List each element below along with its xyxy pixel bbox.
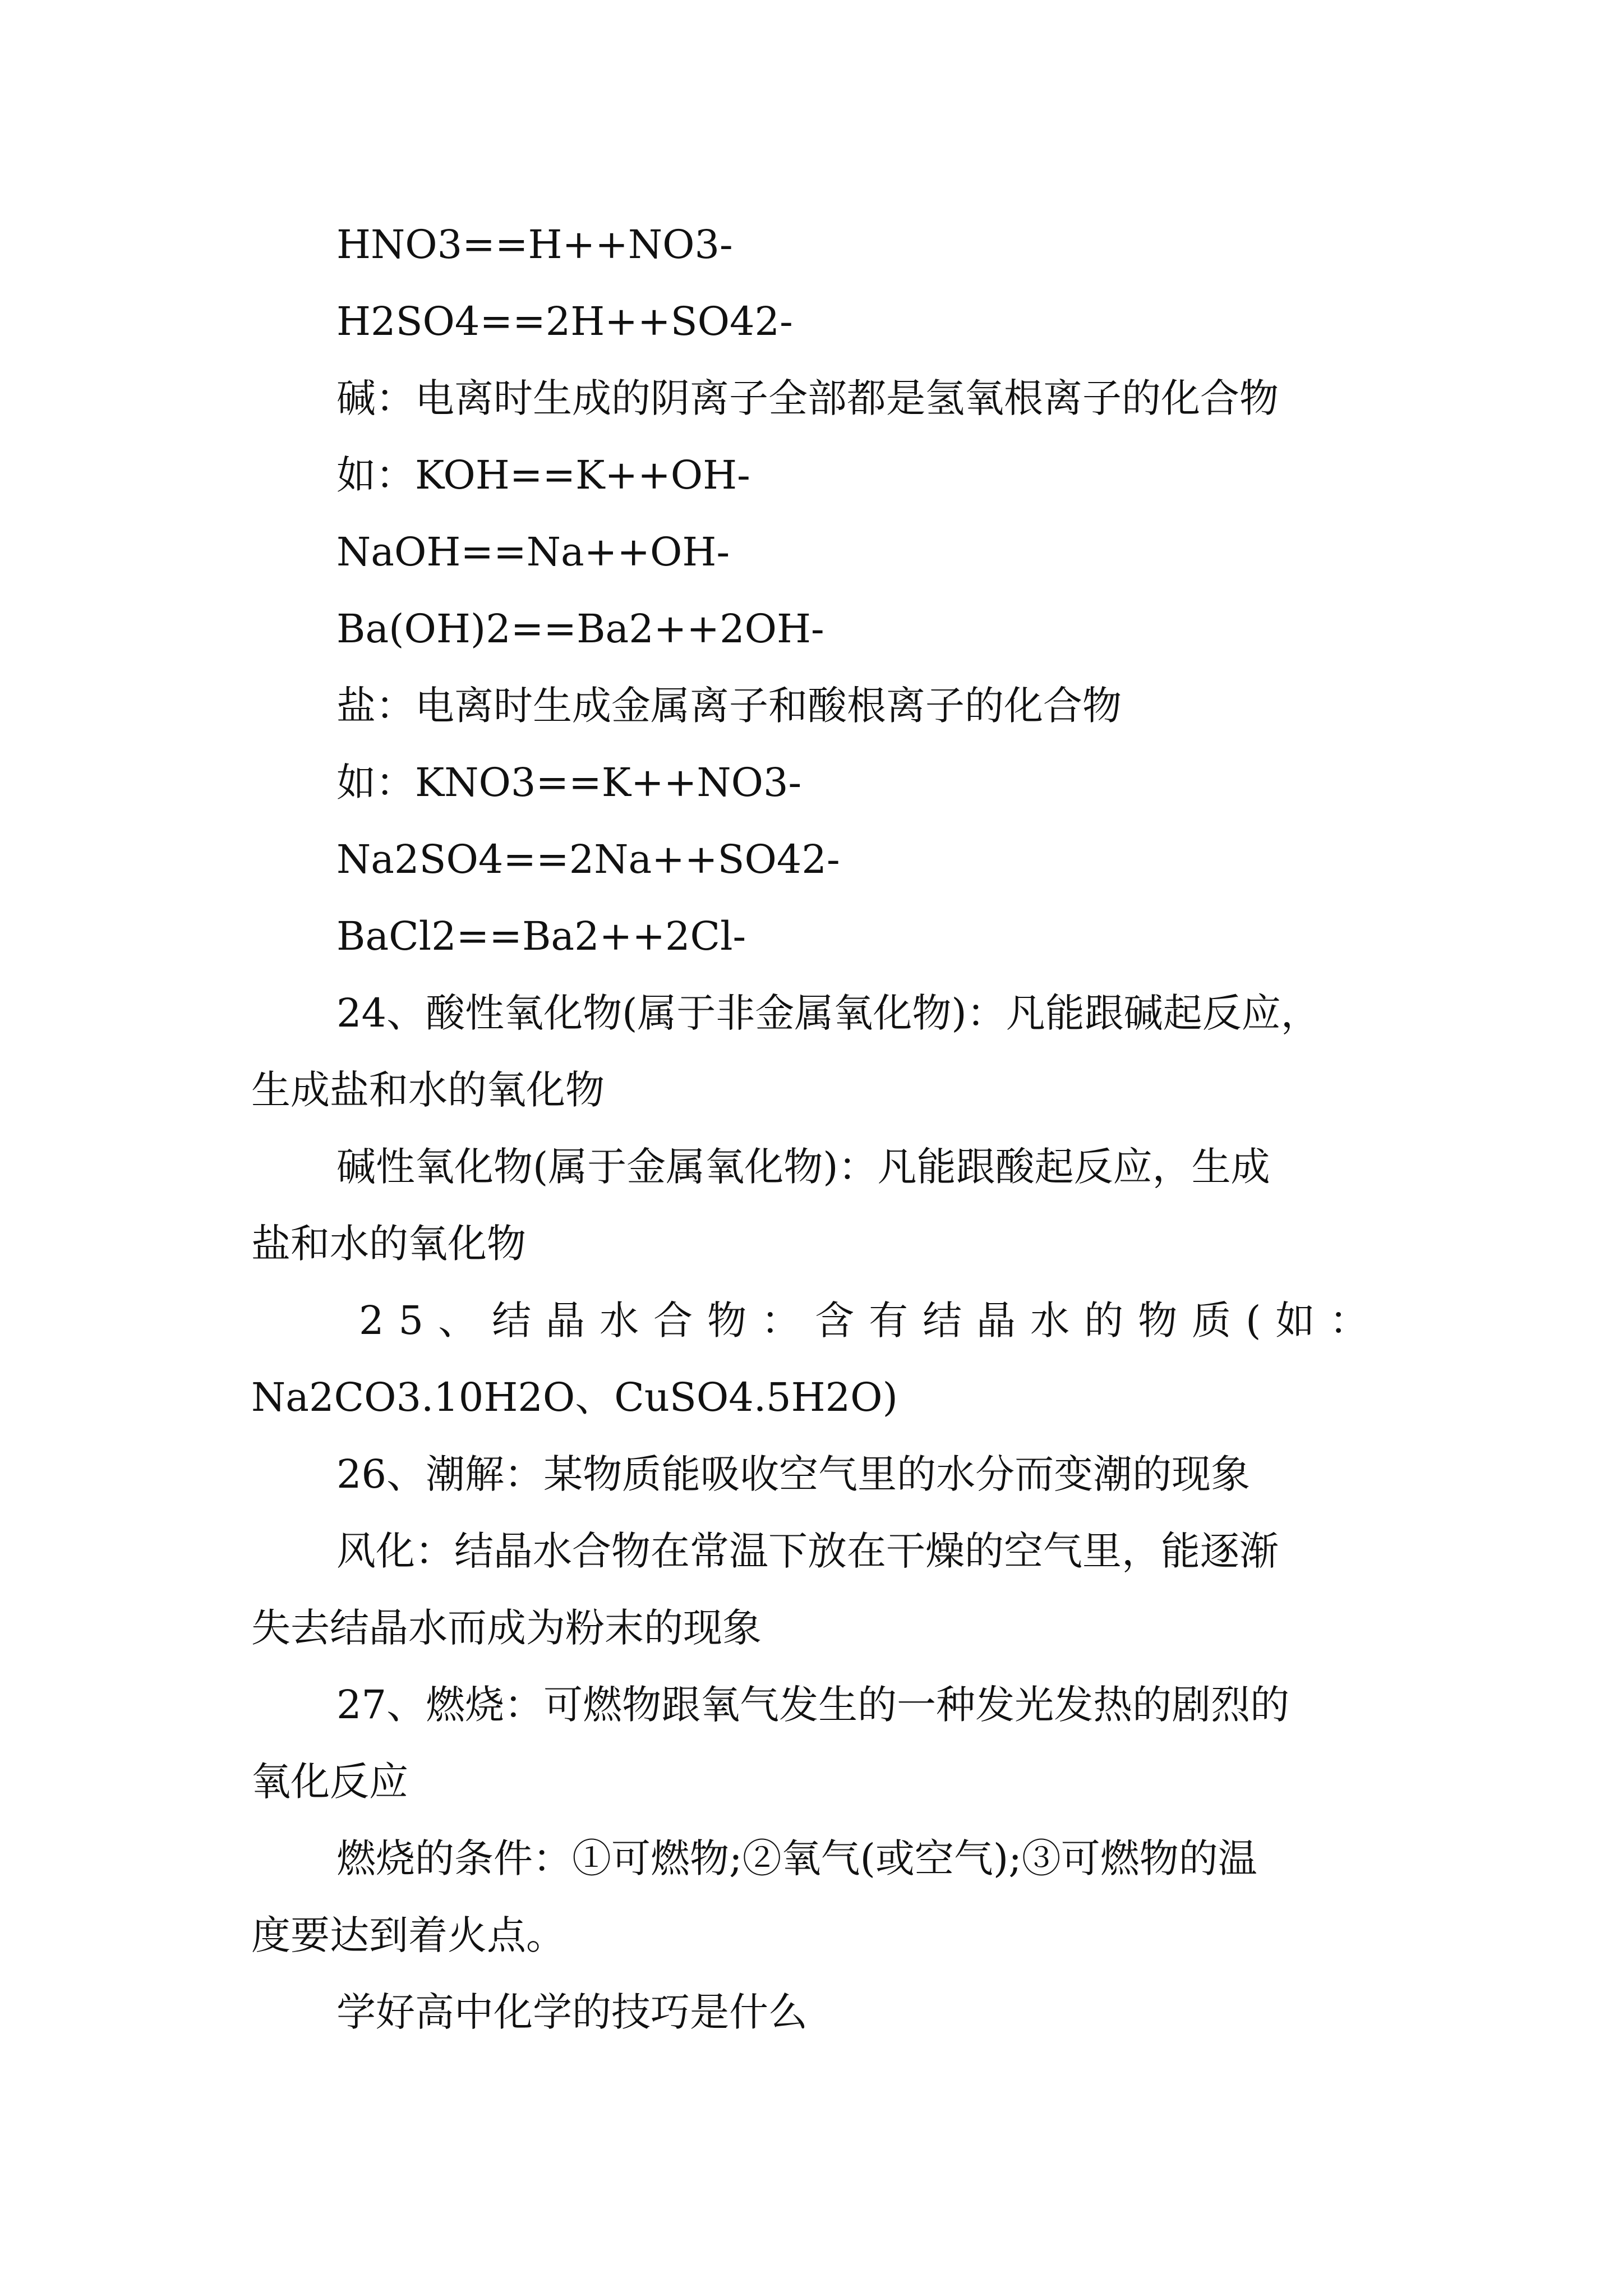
text-line: 风化：结晶水合物在常温下放在干燥的空气里，能逐渐 — [336, 1528, 1279, 1574]
text-line: 燃烧的条件：①可燃物;②氧气(或空气);③可燃物的温 — [336, 1835, 1257, 1881]
text-line: 27、燃烧：可燃物跟氧气发生的一种发光发热的剧烈的 — [336, 1682, 1290, 1728]
text-line: 氧化反应 — [251, 1759, 408, 1805]
text-line: H2SO4==2H++SO42- — [336, 298, 793, 344]
text-line: 如：KNO3==K++NO3- — [336, 760, 802, 806]
text-line: Na2SO4==2Na++SO42- — [336, 836, 840, 882]
text-line: BaCl2==Ba2++2Cl- — [336, 913, 746, 959]
text-line: Ba(OH)2==Ba2++2OH- — [336, 606, 824, 652]
document-body — [251, 206, 1384, 2051]
text-line: NaOH==Na++OH- — [336, 529, 730, 575]
text-line: 24、酸性氧化物(属于非金属氧化物)：凡能跟碱起反应， — [336, 990, 1320, 1036]
text-line: Na2CO3.10H2O、CuSO4.5H2O) — [251, 1374, 898, 1420]
text-line: 度要达到着火点。 — [251, 1912, 565, 1958]
text-line: 碱性氧化物(属于金属氧化物)：凡能跟酸起反应，生成 — [336, 1144, 1270, 1190]
text-line: 盐：电离时生成金属离子和酸根离子的化合物 — [336, 683, 1122, 729]
text-line: 碱：电离时生成的阴离子全部都是氢氧根离子的化合物 — [336, 375, 1279, 421]
text-line: 学好高中化学的技巧是什么 — [336, 1989, 808, 2035]
text-line: 25、结晶水合物：含有结晶水的物质(如： — [359, 1297, 1384, 1343]
text-line: 盐和水的氧化物 — [251, 1221, 526, 1267]
text-line: 26、潮解：某物质能吸收空气里的水分而变潮的现象 — [336, 1451, 1251, 1497]
text-line: HNO3==H++NO3- — [336, 222, 733, 268]
text-line: 失去结晶水而成为粉末的现象 — [251, 1605, 762, 1651]
text-line: 如：KOH==K++OH- — [336, 452, 750, 498]
text-line: 生成盐和水的氧化物 — [251, 1067, 605, 1113]
